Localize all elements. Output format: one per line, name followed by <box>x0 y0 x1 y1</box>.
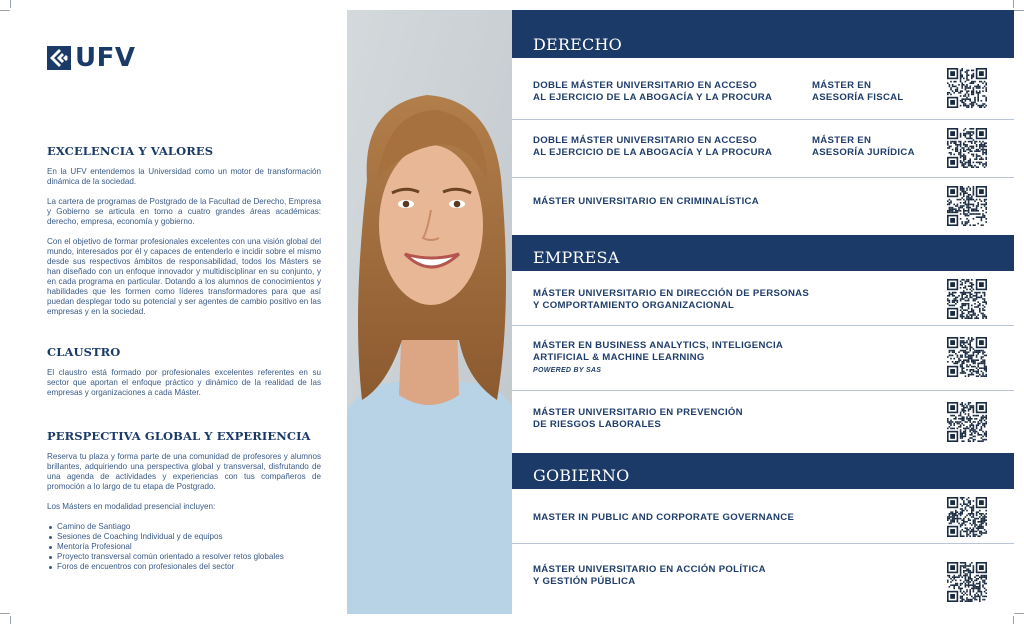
program-name <box>533 80 772 104</box>
program-line: Y COMPORTAMIENTO ORGANIZACIONAL <box>533 300 735 311</box>
area-title: GOBIERNO <box>533 466 630 485</box>
list-item: Camino de Santiago <box>47 522 321 532</box>
program-line: MÁSTER UNIVERSITARIO EN ACCIÓN POLÍTICA <box>533 564 766 575</box>
qr-code-icon[interactable] <box>947 337 987 377</box>
program-line: DE RIESGOS LABORALES <box>533 419 662 430</box>
program-name <box>533 564 766 588</box>
program-row[interactable] <box>512 120 1014 177</box>
crop-mark <box>1014 10 1024 11</box>
program-line: AL EJERCICIO DE LA ABOGACÍA Y LA PROCURA <box>533 92 773 103</box>
program-line: MÁSTER UNIVERSITARIO EN DIRECCIÓN DE PERSONAS <box>533 288 810 299</box>
program-line: Y GESTIÓN PÚBLICA <box>533 576 636 587</box>
section-title: CLAUSTRO <box>47 345 121 359</box>
brand-name: UFV <box>75 43 136 73</box>
program-name <box>533 512 794 524</box>
qr-code-icon[interactable] <box>947 186 987 226</box>
list-item: Mentoría Profesional <box>47 542 321 552</box>
area-band-empresa <box>512 235 1014 271</box>
area-band-derecho <box>512 10 1014 58</box>
qr-code-icon[interactable] <box>947 402 987 442</box>
powered-by-note: POWERED BY SAS <box>533 367 602 374</box>
crop-mark <box>0 10 10 11</box>
paragraph: La cartera de programas de Postgrado de la Facultad de Derecho, Empresa y Gobierno se articula en torno a cuatro grandes áreas académicas: derecho, empresa, economía y gobierno. <box>47 197 321 226</box>
program-line: ARTIFICIAL & MACHINE LEARNING <box>533 352 705 363</box>
list-item: Proyecto transversal común orientado a resolver retos globales <box>47 552 321 562</box>
ufv-logo <box>47 44 321 72</box>
crop-mark <box>1014 613 1024 614</box>
program-row[interactable] <box>512 271 1014 325</box>
program-name <box>533 196 759 208</box>
program-row[interactable] <box>512 391 1014 453</box>
program-line: AL EJERCICIO DE LA ABOGACÍA Y LA PROCURA <box>533 147 773 158</box>
program-line: MÁSTER UNIVERSITARIO EN PREVENCIÓN <box>533 407 743 418</box>
qr-code-icon[interactable] <box>947 497 987 537</box>
section-claustro <box>47 345 321 398</box>
paragraph: Los Másters en modalidad presencial incluyen: <box>47 502 216 511</box>
program-line: ASESORÍA JURÍDICA <box>812 147 915 158</box>
activities-list <box>47 522 321 572</box>
paragraph: Reserva tu plaza y forma parte de una comunidad de profesores y alumnos brillantes, adquiriendo una perspectiva global y transversal, disfrutando de una agenda de actividades y experiencias con tus compañeros de promoción a lo largo de tu etapa de Postgrado. <box>47 452 321 491</box>
crop-mark <box>10 616 11 624</box>
program-row[interactable] <box>512 178 1014 235</box>
intro-column <box>47 43 321 571</box>
crop-mark <box>1013 616 1014 624</box>
program-row[interactable] <box>512 58 1014 119</box>
qr-code-icon[interactable] <box>947 68 987 108</box>
program-name-secondary <box>812 135 915 159</box>
crop-mark <box>1013 0 1014 8</box>
paragraph: El claustro está formado por profesionales excelentes referentes en su sector que aportan el enfoque práctico y dinámico de la realidad de las empresas y organizaciones a cada Máster. <box>47 368 321 397</box>
program-line: ASESORÍA FISCAL <box>812 92 904 103</box>
paragraph: En la UFV entendemos la Universidad como un motor de transformación dinámica de la sociedad. <box>47 167 321 186</box>
list-item: Sesiones de Coaching Individual y de equipos <box>47 532 321 542</box>
program-line: MÁSTER EN BUSINESS ANALYTICS, INTELIGENCIA <box>533 340 784 351</box>
program-row[interactable] <box>512 489 1014 543</box>
area-title: EMPRESA <box>533 248 620 267</box>
program-line: DOBLE MÁSTER UNIVERSITARIO EN ACCESO <box>533 135 758 146</box>
section-perspectiva <box>47 429 321 572</box>
program-name <box>533 135 772 159</box>
program-line: DOBLE MÁSTER UNIVERSITARIO EN ACCESO <box>533 80 758 91</box>
portrait-photo <box>347 10 512 614</box>
program-row[interactable] <box>512 544 1014 614</box>
program-name <box>533 407 743 431</box>
program-name <box>533 288 809 312</box>
programs-column <box>512 10 1014 614</box>
program-name-secondary <box>812 80 904 104</box>
section-title: PERSPECTIVA GLOBAL Y EXPERIENCIA <box>47 429 311 443</box>
program-row[interactable] <box>512 326 1014 390</box>
list-item: Foros de encuentros con profesionales del sector <box>47 562 321 572</box>
program-line: MÁSTER UNIVERSITARIO EN CRIMINALÍSTICA <box>533 196 760 207</box>
crop-mark <box>10 0 11 8</box>
program-line: MÁSTER EN <box>812 80 872 91</box>
program-name <box>533 340 783 375</box>
area-band-gobierno <box>512 453 1014 489</box>
crop-mark <box>0 613 10 614</box>
qr-code-icon[interactable] <box>947 562 987 602</box>
area-title: DERECHO <box>533 35 622 54</box>
paragraph: Con el objetivo de formar profesionales excelentes con una visión global del mundo, interesados por él y capaces de entenderlo e incidir sobre el mismo desde sus respectivos ámbitos de responsabilidad, todos los Másters se han diseñado con un enfoque innovador y multidisciplinar en su conjunto, y en cada programa en particular. Dotando a los alumnos de conocimientos y habilidades que les formen como líderes transformadores para que así puedan desplegar todo su potencial y ser agentes de cambio positivo en las empresas y en la sociedad. <box>47 237 321 316</box>
qr-code-icon[interactable] <box>947 128 987 168</box>
section-excelencia <box>47 144 321 317</box>
ufv-logo-mark-icon <box>47 46 71 70</box>
section-title: EXCELENCIA Y VALORES <box>47 144 214 158</box>
qr-code-icon[interactable] <box>947 279 987 319</box>
program-line: MASTER IN PUBLIC AND CORPORATE GOVERNANCE <box>533 512 795 523</box>
program-line: MÁSTER EN <box>812 135 872 146</box>
